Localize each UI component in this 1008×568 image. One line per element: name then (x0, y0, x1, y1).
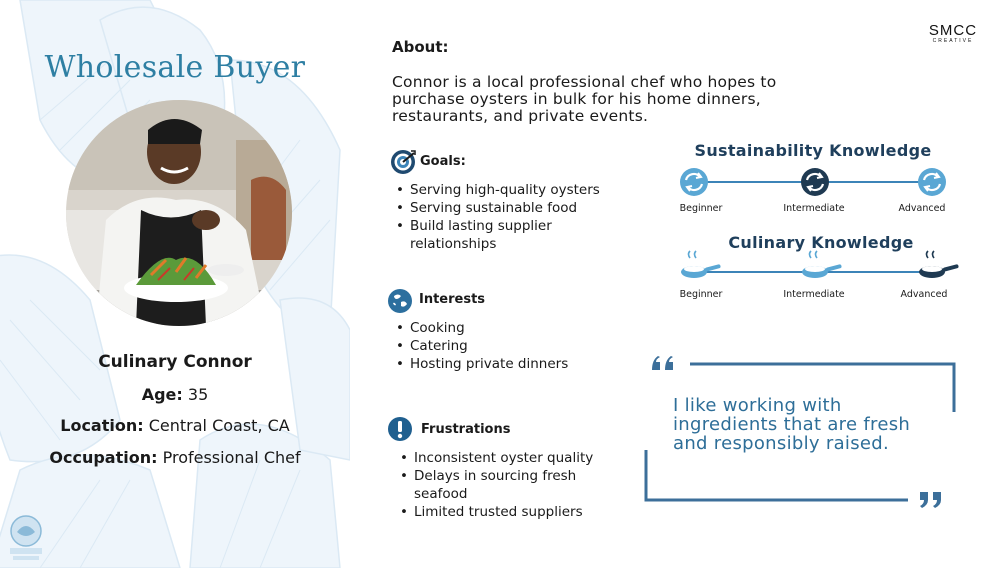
open-quote-icon (652, 356, 673, 370)
occupation-label: Occupation: (49, 448, 158, 467)
chef-photo (66, 100, 292, 326)
persona-name: Culinary Connor (98, 352, 252, 372)
frying-pan-icon (802, 251, 842, 278)
goals-heading: Goals: (420, 154, 466, 169)
frustrations-list (398, 449, 628, 521)
sustainability-scale (670, 164, 960, 204)
age-value: 35 (187, 385, 209, 404)
interest-item: • Hosting private dinners (394, 355, 624, 373)
frustration-item: • Delays in sourcing fresh seafood (398, 467, 628, 503)
globe-icon (387, 288, 413, 314)
quote-text: I like working with ingredients that are fresh and responsibly raised. (673, 395, 911, 454)
age-label: Age: (141, 385, 183, 404)
sustainability-title: Sustainability Knowledge (694, 141, 932, 160)
culinary-level-intermediate: Intermediate (783, 289, 845, 300)
exclamation-icon (387, 416, 413, 442)
culinary-scale (670, 250, 960, 290)
goals-list (394, 181, 624, 253)
sustainability-level-intermediate: Intermediate (783, 203, 845, 214)
recycle-icon (680, 168, 708, 196)
culinary-level-beginner: Beginner (679, 289, 723, 300)
recycle-icon (918, 168, 946, 196)
sustainability-level-advanced: Advanced (898, 203, 946, 214)
culinary-title: Culinary Knowledge (728, 233, 914, 252)
culinary-level-advanced: Advanced (900, 289, 948, 300)
about-heading: About: (392, 38, 449, 56)
oyster-logo-icon (7, 514, 45, 564)
frying-pan-icon (681, 251, 721, 278)
occupation-value: Professional Chef (162, 448, 301, 467)
interest-item: • Catering (394, 337, 624, 355)
frustration-item: • Inconsistent oyster quality (398, 449, 628, 467)
brand-logo (922, 22, 984, 44)
sustainability-level-beginner: Beginner (679, 203, 723, 214)
profile-panel (0, 0, 350, 568)
goal-item: • Build lasting supplier relationships (394, 217, 624, 253)
brand-name: SMCC (928, 22, 978, 39)
page-title: Wholesale Buyer (44, 50, 306, 85)
location-value: Central Coast, CA (148, 416, 290, 435)
frying-pan-icon (919, 251, 959, 278)
goal-item: • Serving sustainable food (394, 199, 624, 217)
about-text: Connor is a local professional chef who hopes to purchase oysters in bulk for his home dinners, restaurants, and private events. (392, 73, 777, 125)
target-icon (390, 149, 416, 175)
interest-item: • Cooking (394, 319, 624, 337)
interests-list (394, 319, 624, 373)
close-quote-icon (920, 492, 941, 508)
frustration-item: • Limited trusted suppliers (398, 503, 628, 521)
age-line (0, 385, 350, 404)
occupation-line (0, 448, 350, 467)
frustrations-heading: Frustrations (421, 422, 511, 437)
interests-heading: Interests (419, 292, 486, 307)
location-label: Location: (60, 416, 144, 435)
brand-tagline: CREATIVE (932, 38, 974, 44)
location-line (0, 416, 350, 435)
goal-item: • Serving high-quality oysters (394, 181, 624, 199)
recycle-icon (801, 168, 829, 196)
